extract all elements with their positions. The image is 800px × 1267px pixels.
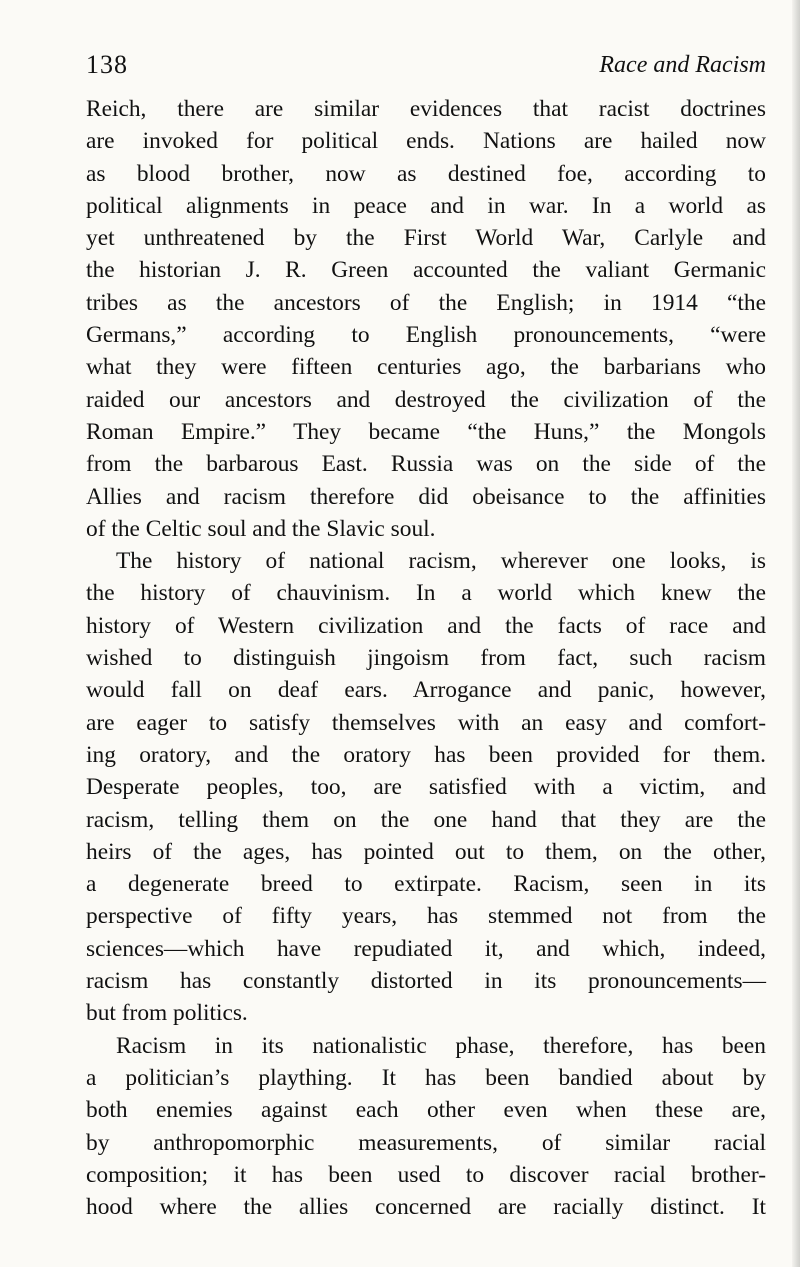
page-number: 138 <box>86 50 128 79</box>
body-text <box>86 93 766 1223</box>
text-line: racism has constantly distorted in its pronouncements— <box>86 968 766 995</box>
text-line: Desperate peoples, too, are satisfied with a victim, and <box>86 774 766 801</box>
text-line: perspective of fifty years, has stemmed not from the <box>86 903 766 930</box>
text-line: composition; it has been used to discover racial brother- <box>86 1161 766 1188</box>
text-line: The history of national racism, wherever one looks, is <box>116 548 766 575</box>
text-line: political alignments in peace and in war. In a world as <box>86 192 766 219</box>
text-line: sciences—which have repudiated it, and which, indeed, <box>86 935 766 962</box>
text-line: Roman Empire.” They became “the Huns,” the Mongols <box>86 418 766 445</box>
text-line: Racism in its nationalistic phase, therefore, has been <box>116 1032 766 1059</box>
text-line: of the Celtic soul and the Slavic soul. <box>86 515 436 542</box>
text-line: the historian J. R. Green accounted the valiant Germanic <box>86 257 766 284</box>
text-line: tribes as the ancestors of the English; in 1914 “the <box>86 289 766 316</box>
text-line: heirs of the ages, has pointed out to them, on the other, <box>86 838 766 865</box>
text-line: a degenerate breed to extirpate. Racism, seen in its <box>86 871 766 898</box>
text-line: wished to distinguish jingoism from fact, such racism <box>86 645 766 672</box>
text-line: are invoked for political ends. Nations are hailed now <box>86 128 766 155</box>
text-line: history of Western civilization and the facts of race and <box>86 612 766 639</box>
text-line: yet unthreatened by the First World War, Carlyle and <box>86 225 766 252</box>
page-edge <box>792 0 800 1267</box>
text-line: Allies and racism therefore did obeisance to the affinities <box>86 483 766 510</box>
running-title: Race and Racism <box>599 52 766 78</box>
text-line: as blood brother, now as destined foe, according to <box>86 160 766 187</box>
text-line: ing oratory, and the oratory has been provided for them. <box>86 741 766 768</box>
text-line: Germans,” according to English pronouncements, “were <box>86 322 766 349</box>
text-line: are eager to satisfy themselves with an easy and comfort- <box>86 709 766 736</box>
text-line: hood where the allies concerned are racially distinct. It <box>86 1194 766 1221</box>
text-line: a politician’s plaything. It has been bandied about by <box>86 1064 766 1091</box>
paragraph <box>86 1030 766 1224</box>
text-line: raided our ancestors and destroyed the civilization of the <box>86 386 766 413</box>
paragraph <box>86 93 766 545</box>
text-line: would fall on deaf ears. Arrogance and panic, however, <box>86 677 766 704</box>
text-line: racism, telling them on the one hand that they are the <box>86 806 766 833</box>
text-line: what they were fifteen centuries ago, the barbarians who <box>86 354 766 381</box>
text-line: the history of chauvinism. In a world which knew the <box>86 580 766 607</box>
text-line: from the barbarous East. Russia was on the side of the <box>86 451 766 478</box>
text-line: by anthropomorphic measurements, of similar racial <box>86 1129 766 1156</box>
text-line: but from politics. <box>86 1000 248 1027</box>
paragraph <box>86 545 766 1029</box>
text-line: Reich, there are similar evidences that racist doctrines <box>86 96 766 122</box>
running-head <box>86 50 766 94</box>
text-line: both enemies against each other even when these are, <box>86 1097 766 1124</box>
